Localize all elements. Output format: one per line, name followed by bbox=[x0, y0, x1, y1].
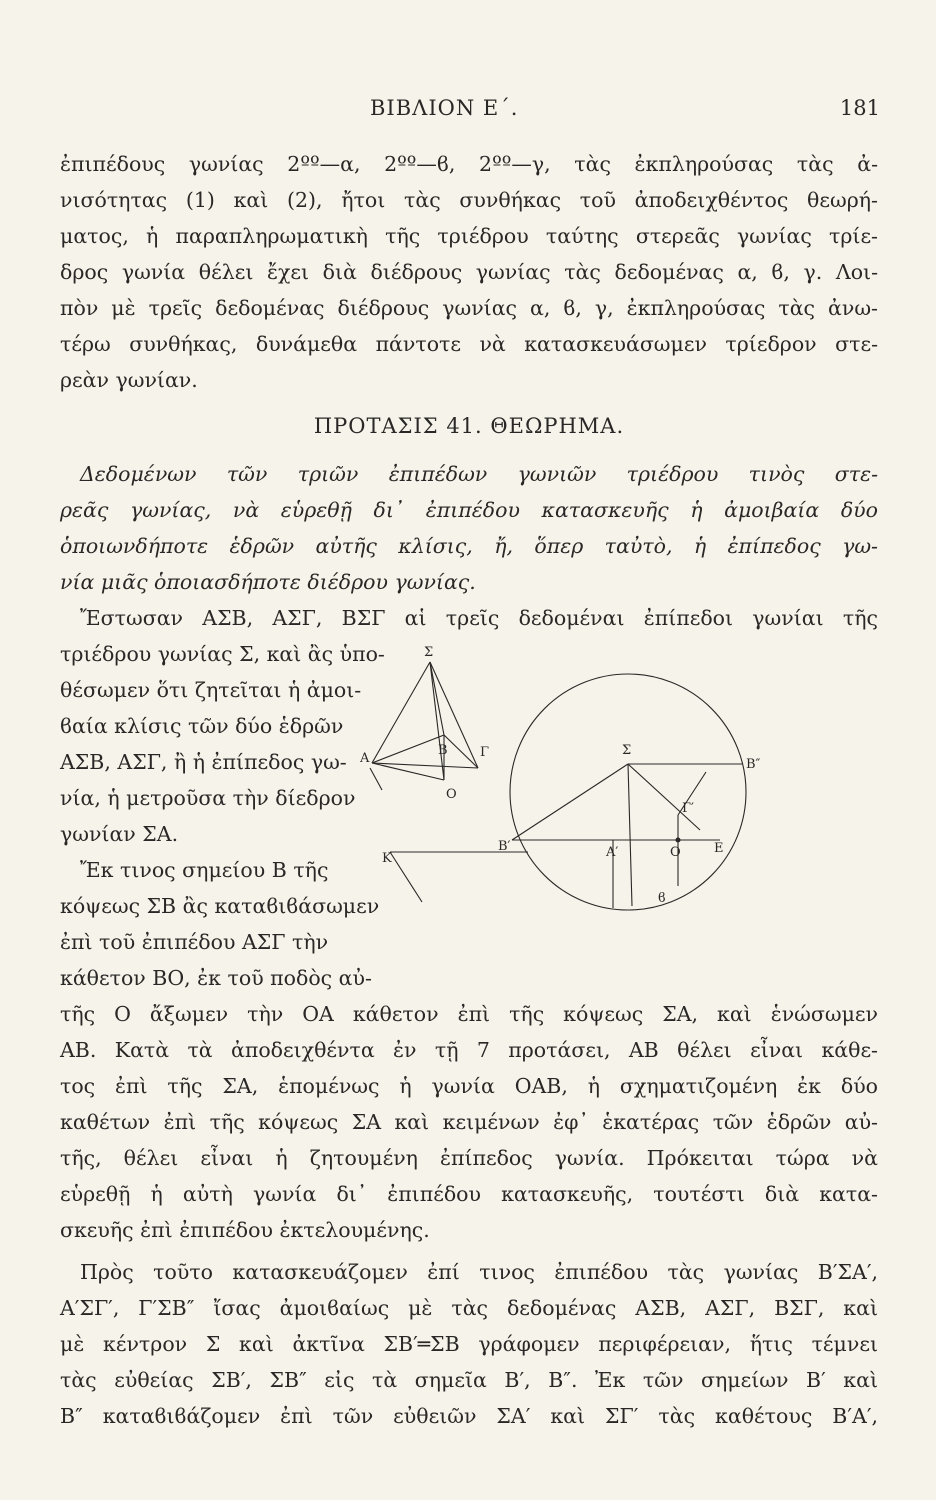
text-line: ἐπὶ τοῦ ἐπιπέδου ΑΣΓ τὴν bbox=[60, 930, 329, 954]
line-sigma-b1 bbox=[512, 764, 628, 840]
text-line: ΑΣΒ, ΑΣΓ, ἢ ἡ ἐπίπεδος γω- bbox=[60, 750, 347, 774]
text-line: ματος, ἡ παραπληρωματικὴ τῆς τριέδρου ταύτης στερεᾶς γωνίας τρίε- bbox=[60, 224, 878, 248]
text-line: θέσωμεν ὅτι ζητεῖται ἡ ἀμοι- bbox=[60, 678, 362, 702]
label-b-double-prime: B″ bbox=[746, 757, 761, 772]
text-line: κόψεως ΣΒ ἂς καταϐιϐάσωμεν bbox=[60, 894, 380, 918]
segment-k-down bbox=[390, 852, 422, 902]
geometry-figure bbox=[360, 640, 780, 970]
text-line: γωνίαν ΣΑ. bbox=[60, 822, 179, 846]
text-line: εὑρεθῇ ἡ αὐτὴ γωνία δι᾽ ἐπιπέδου κατασκευῆς, τουτέστι διὰ κατα- bbox=[60, 1182, 878, 1206]
segment-b-g bbox=[444, 735, 478, 768]
text-line: ρεᾶς γωνίας, νὰ εὑρεθῇ δι᾽ ἐπιπέδου κατασκευῆς ἡ ἀμοιβαία δύο bbox=[60, 498, 878, 522]
text-line: Β″ καταϐιϐάζομεν ἐπὶ τῶν εὐθειῶν ΣΑ′ καὶ ΣΓ′ τὰς καθέτους Β′Α′, bbox=[60, 1404, 878, 1428]
segment-a-b bbox=[372, 735, 444, 763]
label-beta: ϐ bbox=[658, 891, 666, 906]
text-line: ἐπιπέδους γωνίας 2ºº—α, 2ºº—ϐ, 2ºº—γ, τὰς ἐκπληρούσας τὰς ἀ- bbox=[60, 152, 878, 176]
text-line: τὰς εὐθείας ΣΒ′, ΣΒ″ εἰς τὰ σημεῖα Β′, Β″. Ἐκ τῶν σημείων Β′ καὶ bbox=[60, 1368, 878, 1392]
text-line: τῆς Ο ἄξωμεν τὴν ΟΑ κάθετον ἐπὶ τῆς κόψεως ΣΑ, καὶ ἑνώσωμεν bbox=[60, 1002, 878, 1026]
label-a-prime: Α′ bbox=[606, 845, 619, 860]
text-line: νία μιᾶς ὁποιασδήποτε διέδρου γωνίας. bbox=[60, 570, 476, 594]
label-e: Ε bbox=[714, 841, 724, 856]
running-title: ΒΙΒΛΙΟΝ Ε΄. bbox=[370, 96, 519, 120]
text-line: ϐαία κλίσις τῶν δύο ἑδρῶν bbox=[60, 714, 344, 738]
text-line: δρος γωνία θέλει ἔχει διὰ διέδρους γωνίας τὰς δεδομένας α, ϐ, γ. Λοι- bbox=[60, 260, 878, 284]
label-g: Γ bbox=[480, 745, 490, 760]
label-g-prime: Γ′ bbox=[682, 801, 694, 816]
text-line: κάθετον ΒΟ, ἐκ τοῦ ποδὸς αὐ- bbox=[60, 966, 372, 990]
text-line: τῆς, θέλει εἶναι ἡ ζητουμένη ἐπίπεδος γωνία. Πρόκειται τώρα νὰ bbox=[60, 1146, 878, 1170]
geometry-diagram bbox=[360, 640, 780, 970]
text-line: καθέτων ἐπὶ τῆς κόψεως ΣΑ καὶ κειμένων ἐφ᾽ ἑκατέρας τῶν ἑδρῶν αὐ- bbox=[60, 1110, 878, 1134]
text-line: Δεδομένων τῶν τριῶν ἐπιπέδων γωνιῶν τριέδρου τινὸς στε- bbox=[80, 462, 878, 486]
text-line: νία, ἡ μετροῦσα τὴν δίεδρον bbox=[60, 786, 356, 810]
label-b-prime: Β′ bbox=[498, 839, 511, 854]
segment-sigma-o bbox=[430, 662, 444, 780]
proposition-heading: ΠΡΟΤΑΣΙΣ 41. ΘΕΩΡΗΜΑ. bbox=[313, 414, 625, 438]
text-line: ρεὰν γωνίαν. bbox=[60, 368, 198, 392]
text-line: μὲ κέντρον Σ καὶ ἀκτῖνα ΣΒ′═ΣΒ γράφομεν περιφέρειαν, ἥτις τέμνει bbox=[60, 1332, 878, 1356]
line-sigma-a1 bbox=[628, 764, 632, 906]
text-line: τος ἐπὶ τῆς ΣΑ, ἑπομένως ἡ γωνία ΟΑΒ, ἡ σχηματιζομένη ἐκ δύο bbox=[60, 1074, 878, 1098]
text-line: σκευῆς ἐπὶ ἐπιπέδου ἐκτελουμένης. bbox=[60, 1218, 430, 1242]
edge-sigma-a bbox=[372, 662, 430, 763]
text-line: τέρω συνθήκας, δυνάμεθα πάντοτε νὰ κατασκευάσωμεν τρίεδρον στε- bbox=[60, 332, 878, 356]
construction-circle bbox=[510, 674, 746, 910]
page-number: 181 bbox=[839, 96, 880, 120]
label-right-sigma: Σ bbox=[622, 743, 632, 758]
label-k: Κ bbox=[382, 851, 392, 866]
text-line: Α′ΣΓ′, Γ′ΣΒ″ ἴσας ἀμοιϐαίως μὲ τὰς δεδομένας ΑΣΒ, ΑΣΓ, ΒΣΓ, καὶ bbox=[60, 1296, 878, 1320]
label-sigma: Σ bbox=[424, 645, 434, 660]
text-line: Ἔκ τινος σημείου Β τῆς bbox=[80, 858, 329, 882]
text-line: τριέδρου γωνίας Σ, καὶ ἂς ὑπο- bbox=[60, 642, 385, 666]
tick-mark bbox=[370, 768, 382, 790]
text-line: ΑΒ. Κατὰ τὰ ἀποδειχθέντα ἐν τῇ 7 προτάσει, ΑΒ θέλει εἶναι κάθε- bbox=[60, 1038, 878, 1062]
label-b: Β bbox=[438, 743, 448, 758]
point-o bbox=[676, 838, 680, 842]
label-a: Α bbox=[360, 751, 370, 766]
label-right-o: Ο bbox=[670, 845, 681, 860]
label-o: Ο bbox=[446, 787, 457, 802]
page-header bbox=[60, 96, 880, 130]
text-line: Ἔστωσαν ΑΣΒ, ΑΣΓ, ΒΣΓ αἱ τρεῖς δεδομέναι ἐπίπεδοι γωνίαι τῆς bbox=[80, 606, 878, 630]
text-line: ὁποιωνδήποτε ἑδρῶν αὐτῆς κλίσις, ἤ, ὅπερ ταὐτὸ, ἡ ἐπίπεδος γω- bbox=[60, 534, 878, 558]
text-line: πὸν μὲ τρεῖς δεδομένας διέδρους γωνίας α, ϐ, γ, ἐκπληρούσας τὰς ἀνω- bbox=[60, 296, 878, 320]
text-line: Πρὸς τοῦτο κατασκευάζομεν ἐπί τινος ἐπιπέδου τὰς γωνίας Β′ΣΑ′, bbox=[80, 1260, 878, 1284]
text-line: νισότητας (1) καὶ (2), ἤτοι τὰς συνθήκας τοῦ ἀποδειχθέντος θεωρή- bbox=[60, 188, 878, 212]
